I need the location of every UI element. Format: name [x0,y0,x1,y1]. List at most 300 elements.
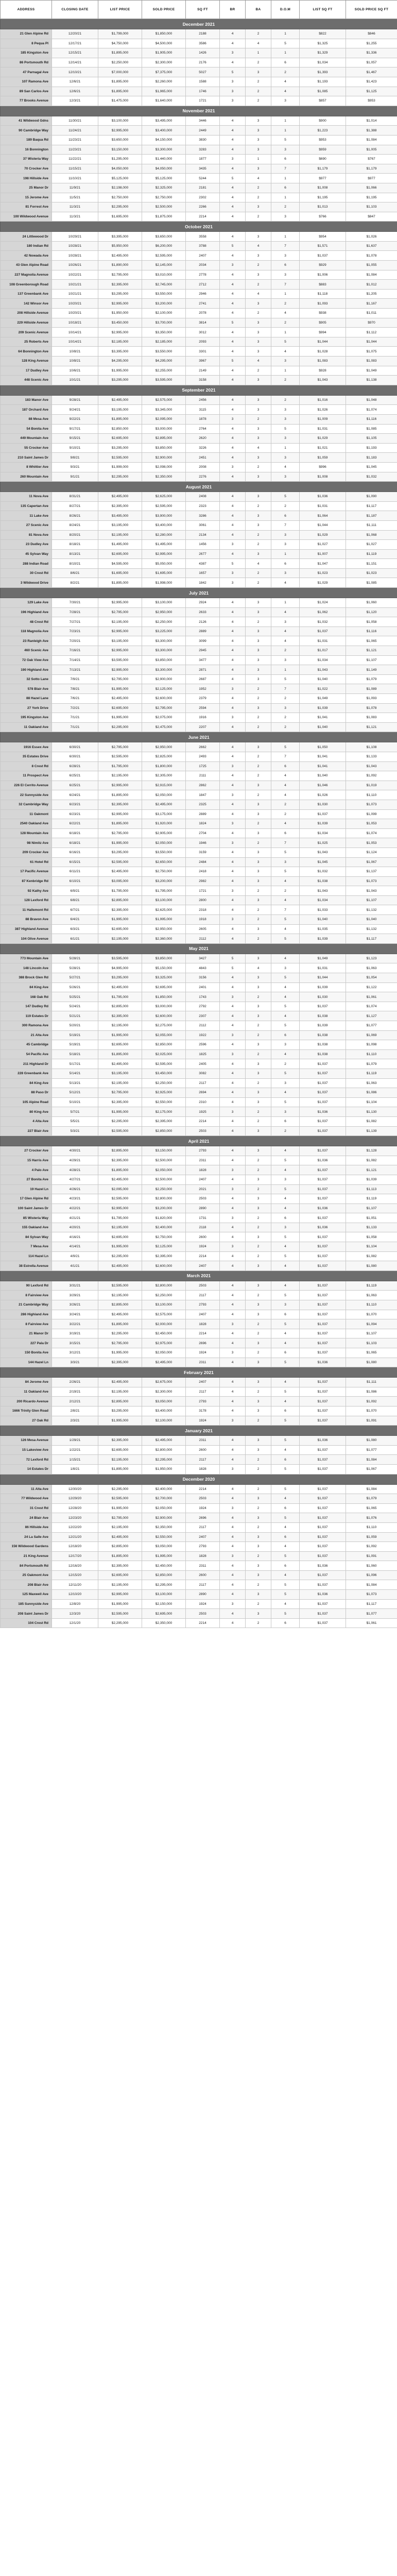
cell-sold-price: $3,400,000 [142,126,186,135]
cell-sq-ft: 2176 [186,58,220,67]
cell-address: 92 Kathy Ave [1,886,52,896]
month-header [1,482,397,492]
cell-sold-price: $2,500,000 [142,202,186,212]
cell-closing-date: 11/3/21 [52,212,98,222]
cell-sold-price: $1,905,000 [142,48,186,58]
cell-closing-date: 7/1/21 [52,722,98,732]
cell-list-sq-ft: $1,029 [300,434,346,444]
cell-list-sq-ft: $1,034 [300,828,346,838]
table-row [1,867,397,877]
cell-sold-price: $3,150,000 [142,1146,186,1156]
table-row [1,1599,397,1609]
cell-br: 5 [220,67,246,77]
cell-sq-ft: 2126 [186,617,220,627]
cell-sq-ft: 3435 [186,164,220,174]
cell-br: 4 [220,809,246,819]
cell-ba: 3 [246,1338,271,1348]
cell-sold-price-sq-ft: $1,014 [346,116,397,126]
cell-list-sq-ft: $1,037 [300,1251,346,1261]
cell-sold-price: $2,900,000 [142,674,186,684]
cell-br: 3 [220,915,246,925]
cell-address: 27 York Drive [1,703,52,713]
cell-sq-ft: 2311 [186,1561,220,1571]
cell-list-sq-ft: $1,037 [300,1059,346,1069]
table-row [1,1011,397,1021]
cell-dom: 1 [271,116,300,126]
cell-sold-price-sq-ft: $1,112 [346,328,397,337]
cell-sold-price-sq-ft: $1,105 [346,434,397,444]
cell-sold-price: $2,295,000 [142,1455,186,1465]
cell-list-price: $2,195,000 [98,1580,142,1590]
cell-closing-date: 8/31/21 [52,492,98,502]
cell-ba: 3 [246,328,271,337]
cell-list-sq-ft: $1,223 [300,126,346,135]
cell-closing-date: 11/22/21 [52,155,98,164]
table-row [1,876,397,886]
cell-list-sq-ft: $1,030 [300,800,346,809]
cell-address: 77 Wildwood Ave [1,1494,52,1504]
cell-br: 4 [220,1561,246,1571]
cell-closing-date: 2/12/21 [52,1397,98,1406]
cell-list-price: $1,995,000 [98,1416,142,1426]
cell-br: 4 [220,501,246,511]
cell-ba: 3 [246,1513,271,1523]
cell-sq-ft: 1916 [186,713,220,723]
cell-ba: 3 [246,424,271,434]
cell-ba: 3 [246,665,271,675]
cell-list-price: $3,395,000 [98,232,142,242]
cell-sq-ft: 1828 [186,1551,220,1561]
table-row [1,665,397,675]
cell-sold-price: $3,300,000 [142,646,186,656]
cell-ba: 3 [246,1445,271,1455]
cell-list-sq-ft: $1,031 [300,424,346,434]
cell-list-sq-ft: $977 [300,174,346,183]
cell-ba: 3 [246,982,271,992]
cell-br: 3 [220,1464,246,1474]
table-row [1,1194,397,1204]
cell-sq-ft: 1922 [186,1030,220,1040]
cell-dom: 3 [271,1078,300,1088]
cell-list-price: $2,395,000 [98,1156,142,1165]
cell-address: 42 Nowada Ave [1,251,52,261]
cell-address: 449 Mountain Ave [1,434,52,444]
cell-br: 4 [220,828,246,838]
cell-br: 3 [220,1551,246,1561]
cell-list-sq-ft: $1,045 [300,857,346,867]
cell-closing-date: 6/7/21 [52,905,98,915]
cell-address: 72 Oak View Ave [1,655,52,665]
cell-sq-ft: 3788 [186,241,220,251]
cell-br: 4 [220,857,246,867]
cell-sq-ft: 2778 [186,270,220,280]
cell-ba: 3 [246,270,271,280]
cell-list-price: $2,995,000 [98,299,142,309]
cell-closing-date: 6/4/21 [52,915,98,925]
cell-address: 187 Orchard Ave [1,405,52,415]
cell-sold-price: $3,050,000 [142,1542,186,1552]
cell-address: 90 Cambridge Way [1,126,52,135]
cell-sold-price: $2,125,000 [142,1242,186,1252]
header-list-price: LIST PRICE [98,1,142,19]
cell-list-sq-ft: $1,037 [300,1078,346,1088]
header-sold-price-sq-ft: SOLD PRICE SQ FT [346,1,397,19]
cell-br: 3 [220,761,246,771]
cell-list-sq-ft: $1,032 [300,617,346,627]
cell-address: 88 Bravon Ave [1,915,52,925]
cell-ba: 2 [246,1251,271,1261]
cell-address: 86 Portsmouth Rd [1,58,52,67]
cell-closing-date: 10/21/21 [52,280,98,290]
cell-dom: 4 [271,771,300,781]
cell-list-sq-ft: $1,037 [300,1319,346,1329]
cell-ba: 2 [246,29,271,39]
cell-ba: 4 [246,174,271,183]
cell-address: 180 Indian Rd [1,241,52,251]
cell-sq-ft: 2112 [186,934,220,944]
cell-ba: 2 [246,309,271,318]
cell-br: 4 [220,270,246,280]
cell-br: 4 [220,982,246,992]
cell-sold-price: $2,260,000 [142,77,186,87]
cell-sq-ft: 3814 [186,318,220,328]
cell-ba: 3 [246,828,271,838]
cell-sq-ft: 2266 [186,202,220,212]
cell-sq-ft: 2093 [186,337,220,347]
cell-closing-date: 10/29/21 [52,232,98,242]
cell-ba: 2 [246,992,271,1002]
table-row [1,1542,397,1552]
cell-ba: 3 [246,742,271,752]
cell-dom: 5 [271,1319,300,1329]
cell-closing-date: 6/10/21 [52,876,98,886]
cell-dom: 2 [271,318,300,328]
cell-sold-price-sq-ft: $1,084 [346,270,397,280]
cell-address: 209 Crocker Ave [1,848,52,857]
cell-ba: 3 [246,1126,271,1136]
cell-sold-price: $2,905,000 [142,828,186,838]
cell-sq-ft: 2325 [186,800,220,809]
cell-sold-price-sq-ft: $1,055 [346,261,397,270]
cell-closing-date: 5/13/21 [52,1078,98,1088]
cell-list-price: $2,495,000 [98,492,142,502]
cell-br: 4 [220,876,246,886]
cell-sold-price: $2,600,000 [142,1261,186,1271]
cell-sold-price-sq-ft: $1,122 [346,982,397,992]
cell-address: 38 Estrella Avenue [1,1261,52,1271]
cell-sold-price-sq-ft: $1,133 [346,752,397,761]
cell-sold-price-sq-ft: $1,005 [346,145,397,155]
cell-sq-ft: 2034 [186,261,220,270]
table-row [1,636,397,646]
cell-dom: 4 [271,1165,300,1175]
cell-list-price: $2,795,000 [98,1513,142,1523]
cell-address: 25 Manor Dr [1,183,52,193]
cell-address: 228 Greenbank Ave [1,1069,52,1078]
cell-dom: 5 [271,1358,300,1367]
cell-ba: 2 [246,1551,271,1561]
cell-dom: 6 [271,1213,300,1223]
cell-ba: 3 [246,318,271,328]
cell-sold-price: $2,280,000 [142,530,186,540]
cell-list-price: $1,995,000 [98,1242,142,1252]
cell-list-price: $2,395,000 [98,1097,142,1107]
cell-ba: 2 [246,540,271,550]
cell-address: 35 Estates Drive [1,752,52,761]
cell-sold-price-sq-ft: $1,093 [346,694,397,704]
cell-closing-date: 12/6/21 [52,77,98,87]
table-row [1,1464,397,1474]
table-row [1,559,397,569]
cell-sold-price: $2,745,000 [142,280,186,290]
cell-list-price: $2,295,000 [98,1116,142,1126]
cell-sold-price-sq-ft: $1,110 [346,1300,397,1310]
cell-ba: 3 [246,1146,271,1156]
cell-list-sq-ft: $1,040 [300,771,346,781]
cell-sold-price: $3,400,000 [142,520,186,530]
cell-address: 227 Pala Dr [1,1338,52,1348]
cell-list-sq-ft: $1,037 [300,1242,346,1252]
cell-br: 4 [220,1542,246,1552]
cell-list-sq-ft: $1,043 [300,848,346,857]
cell-sold-price-sq-ft: $1,086 [346,1387,397,1397]
cell-br: 4 [220,800,246,809]
cell-sold-price-sq-ft: $1,138 [346,376,397,385]
cell-sold-price-sq-ft: $1,193 [346,443,397,453]
cell-br: 4 [220,434,246,444]
cell-list-price: $1,895,000 [98,790,142,800]
cell-sold-price: $2,395,000 [142,1116,186,1126]
cell-sold-price-sq-ft: $1,083 [346,713,397,723]
cell-closing-date: 5/18/21 [52,1049,98,1059]
cell-closing-date: 8/18/21 [52,540,98,550]
cell-br: 4 [220,1397,246,1406]
table-row [1,819,397,829]
cell-list-price: $1,995,000 [98,1503,142,1513]
cell-address: 108 Greenborough Road [1,280,52,290]
cell-sold-price-sq-ft: $846 [346,29,397,39]
cell-br: 4 [220,1040,246,1050]
cell-list-price: $2,995,000 [98,781,142,790]
cell-list-sq-ft: $1,029 [300,578,346,588]
cell-sq-ft: 4843 [186,963,220,973]
cell-ba: 2 [246,1184,271,1194]
cell-sq-ft: 3082 [186,1069,220,1078]
cell-sold-price: $2,295,000 [142,1580,186,1590]
cell-br: 4 [220,973,246,983]
table-row [1,1242,397,1252]
cell-sold-price-sq-ft: $847 [346,212,397,222]
cell-dom: 3 [271,357,300,366]
cell-sold-price-sq-ft: $1,104 [346,1097,397,1107]
cell-sold-price: $2,360,000 [142,934,186,944]
cell-closing-date: 5/21/21 [52,1011,98,1021]
cell-closing-date: 6/9/21 [52,886,98,896]
cell-sold-price: $3,100,000 [142,1590,186,1600]
cell-list-price: $3,495,000 [98,511,142,521]
cell-sq-ft: 1746 [186,87,220,96]
cell-list-price: $3,595,000 [98,655,142,665]
cell-sold-price-sq-ft: $1,111 [346,520,397,530]
cell-br: 4 [220,280,246,290]
cell-sq-ft: 1877 [186,155,220,164]
cell-ba: 3 [246,1542,271,1552]
cell-closing-date: 5/17/21 [52,1059,98,1069]
cell-list-price: $2,195,000 [98,1078,142,1088]
cell-sold-price-sq-ft: $1,127 [346,1011,397,1021]
cell-br: 4 [220,126,246,135]
cell-list-price: $2,595,000 [98,857,142,867]
cell-sold-price: $2,895,000 [142,434,186,444]
cell-dom: 5 [271,867,300,877]
table-row [1,934,397,944]
cell-sold-price-sq-ft: $1,079 [346,1059,397,1069]
cell-ba: 4 [246,357,271,366]
cell-closing-date: 6/28/21 [52,761,98,771]
cell-closing-date: 7/28/21 [52,607,98,617]
cell-list-price: $1,295,000 [98,155,142,164]
cell-address: 88 Mesa Ave [1,414,52,424]
cell-closing-date: 5/5/21 [52,1116,98,1126]
table-row [1,1291,397,1300]
cell-sold-price-sq-ft: $1,049 [346,366,397,376]
cell-list-price: $2,395,000 [98,501,142,511]
cell-dom: 4 [271,1570,300,1580]
table-row [1,1348,397,1358]
cell-dom: 1 [271,193,300,202]
cell-closing-date: 8/20/21 [52,530,98,540]
cell-sq-ft: 2493 [186,752,220,761]
header-sq-ft: SQ FT [186,1,220,19]
cell-ba: 3 [246,472,271,482]
cell-list-price: $1,999,000 [98,462,142,472]
cell-closing-date: 4/14/21 [52,1242,98,1252]
cell-list-price: $2,795,000 [98,1088,142,1098]
cell-list-price: $2,795,000 [98,674,142,684]
cell-closing-date: 9/17/21 [52,424,98,434]
cell-closing-date: 10/20/21 [52,299,98,309]
cell-dom: 6 [271,1618,300,1628]
cell-sold-price: $2,100,000 [142,309,186,318]
cell-sold-price-sq-ft: $1,098 [346,1040,397,1050]
table-row [1,761,397,771]
table-row [1,337,397,347]
cell-sold-price: $3,650,000 [142,232,186,242]
cell-dom: 1 [271,48,300,58]
cell-closing-date: 3/22/21 [52,1319,98,1329]
cell-br: 3 [220,1030,246,1040]
cell-sq-ft: 2694 [186,1088,220,1098]
cell-sq-ft: 2687 [186,674,220,684]
cell-closing-date: 12/28/20 [52,1503,98,1513]
cell-address: 227 Magnolia Avenue [1,270,52,280]
cell-sold-price-sq-ft: $1,205 [346,289,397,299]
cell-sold-price: $1,850,000 [142,992,186,1002]
cell-ba: 3 [246,135,271,145]
cell-ba: 3 [246,1088,271,1098]
cell-sold-price-sq-ft: $1,073 [346,800,397,809]
table-row [1,857,397,867]
table-row [1,299,397,309]
cell-dom: 2 [271,809,300,819]
cell-sq-ft: 2302 [186,193,220,202]
table-row [1,684,397,694]
cell-list-price: $1,795,000 [98,1213,142,1223]
cell-sq-ft: 2924 [186,598,220,608]
cell-list-price: $2,895,000 [98,1146,142,1156]
cell-dom: 5 [271,674,300,684]
cell-sq-ft: 2889 [186,809,220,819]
cell-br: 4 [220,1494,246,1504]
cell-list-price: $7,000,000 [98,67,142,77]
month-label: July 2021 [1,588,397,598]
cell-ba: 2 [246,1107,271,1117]
cell-list-sq-ft: $1,037 [300,626,346,636]
cell-closing-date: 10/22/21 [52,270,98,280]
cell-dom: 3 [271,540,300,550]
cell-address: 14 Estates Dr [1,1464,52,1474]
cell-ba: 3 [246,973,271,983]
cell-sold-price: $2,915,000 [142,781,186,790]
cell-sold-price: $3,050,000 [142,1397,186,1406]
cell-br: 4 [220,1251,246,1261]
cell-dom: 5 [271,1021,300,1031]
cell-br: 4 [220,848,246,857]
table-row [1,135,397,145]
cell-sq-ft: 2407 [186,1175,220,1184]
cell-list-price: $1,895,000 [98,48,142,58]
cell-dom: 4 [271,1088,300,1098]
cell-dom: 7 [271,520,300,530]
cell-sq-ft: 1721 [186,96,220,106]
cell-br: 4 [220,530,246,540]
cell-list-sq-ft: $1,008 [300,183,346,193]
cell-ba: 2 [246,1503,271,1513]
cell-dom: 5 [271,424,300,434]
cell-address: 196 Highland Ave [1,607,52,617]
cell-br: 4 [220,617,246,627]
cell-sq-ft: 3477 [186,655,220,665]
cell-dom: 7 [271,905,300,915]
cell-sq-ft: 2214 [186,1618,220,1628]
cell-sq-ft: 2662 [186,742,220,752]
cell-sq-ft: 1842 [186,578,220,588]
cell-list-sq-ft: $857 [300,96,346,106]
cell-dom: 6 [271,155,300,164]
cell-sold-price-sq-ft: $1,070 [346,1406,397,1416]
cell-br: 4 [220,694,246,704]
cell-list-sq-ft: $1,040 [300,915,346,925]
cell-list-price: $2,995,000 [98,126,142,135]
cell-list-price: $1,895,000 [98,1319,142,1329]
cell-dom: 6 [271,1561,300,1571]
cell-closing-date: 6/23/21 [52,800,98,809]
cell-sold-price-sq-ft: $1,119 [346,549,397,559]
cell-sold-price-sq-ft: $1,082 [346,1116,397,1126]
cell-ba: 2 [246,1116,271,1126]
cell-closing-date: 7/16/21 [52,646,98,656]
cell-sold-price-sq-ft: $1,066 [346,183,397,193]
cell-ba: 3 [246,1406,271,1416]
cell-sold-price: $2,550,000 [142,1097,186,1107]
cell-sold-price-sq-ft: $1,077 [346,1609,397,1619]
month-label: December 2020 [1,1474,397,1484]
cell-br: 4 [220,193,246,202]
cell-sold-price: $3,100,000 [142,895,186,905]
cell-list-sq-ft: $1,035 [300,924,346,934]
table-row [1,905,397,915]
cell-sq-ft: 2134 [186,530,220,540]
